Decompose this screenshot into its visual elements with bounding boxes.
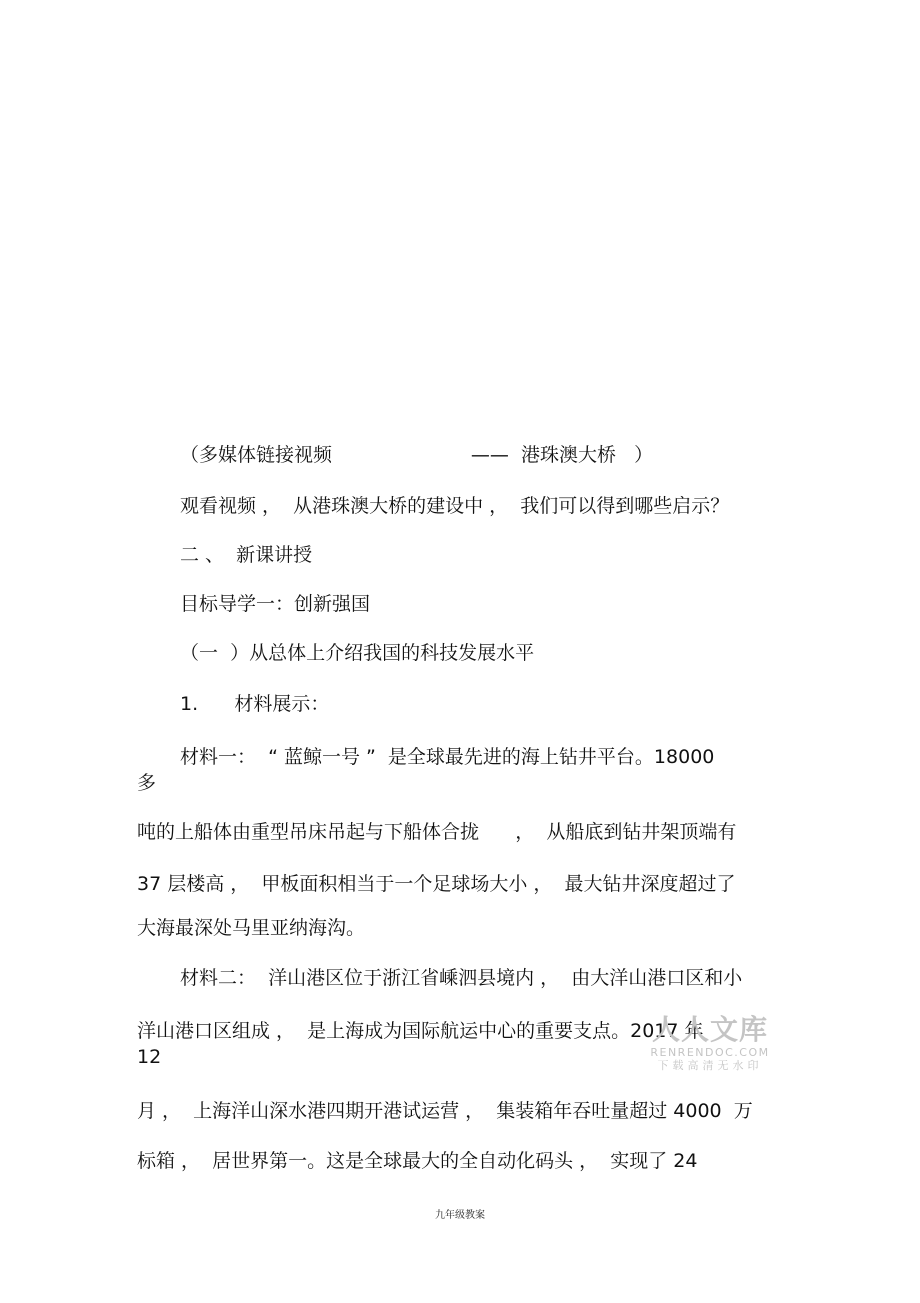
material-intro-line: 1. 材料展示： [180,693,330,715]
material-two-line-2: 洋山港口区组成 ， 是上海成为国际航运中心的重要支点。2017 年 [137,1020,704,1042]
material-two-line-3: 12 [137,1046,162,1068]
goal-heading: 目标导学一：创新强国 [180,593,371,615]
video-link-line: （多媒体链接视频 —— 港珠澳大桥 ） [180,444,654,466]
watermark-domain: RENRENDOC.COM [650,1046,770,1059]
page-footer: 九年级教案 [435,1210,485,1221]
section-heading: 二 、 新课讲授 [180,544,313,566]
material-one-line-5: 大海最深处马里亚纳海沟。 [137,917,366,939]
question-line: 观看视频 ， 从港珠澳大桥的建设中 ， 我们可以得到哪些启示？ [180,495,730,517]
watermark [644,1014,776,1073]
material-one-line-1: 材料一： “ 蓝鲸一号 ” 是全球最先进的海上钻井平台。18000 [180,746,715,768]
material-two-line-5: 标箱 ， 居世界第一。这是全球最大的全自动化码头 ， 实现了 24 [137,1150,698,1172]
material-two-line-4: 月 ， 上海洋山深水港四期开港试运营 ， 集装箱年吞吐量超过 4000 万 [137,1100,753,1122]
subsection-heading: （一 ）从总体上介绍我国的科技发展水平 [180,642,535,664]
material-one-line-4: 37 层楼高 ， 甲板面积相当于一个足球场大小 ， 最大钻井深度超过了 [137,873,736,895]
watermark-logo: 人人文库 [651,1013,768,1046]
material-one-line-3: 吨的上船体由重型吊床吊起与下船体合拢 ， 从船底到钻井架顶端有 [137,821,737,843]
material-two-line-1: 材料二： 洋山港区位于浙江省嵊泗县境内 ， 由大洋山港口区和小 [180,967,743,989]
watermark-tagline: 下载高清无水印 [657,1059,763,1072]
material-one-line-2: 多 [137,772,157,794]
